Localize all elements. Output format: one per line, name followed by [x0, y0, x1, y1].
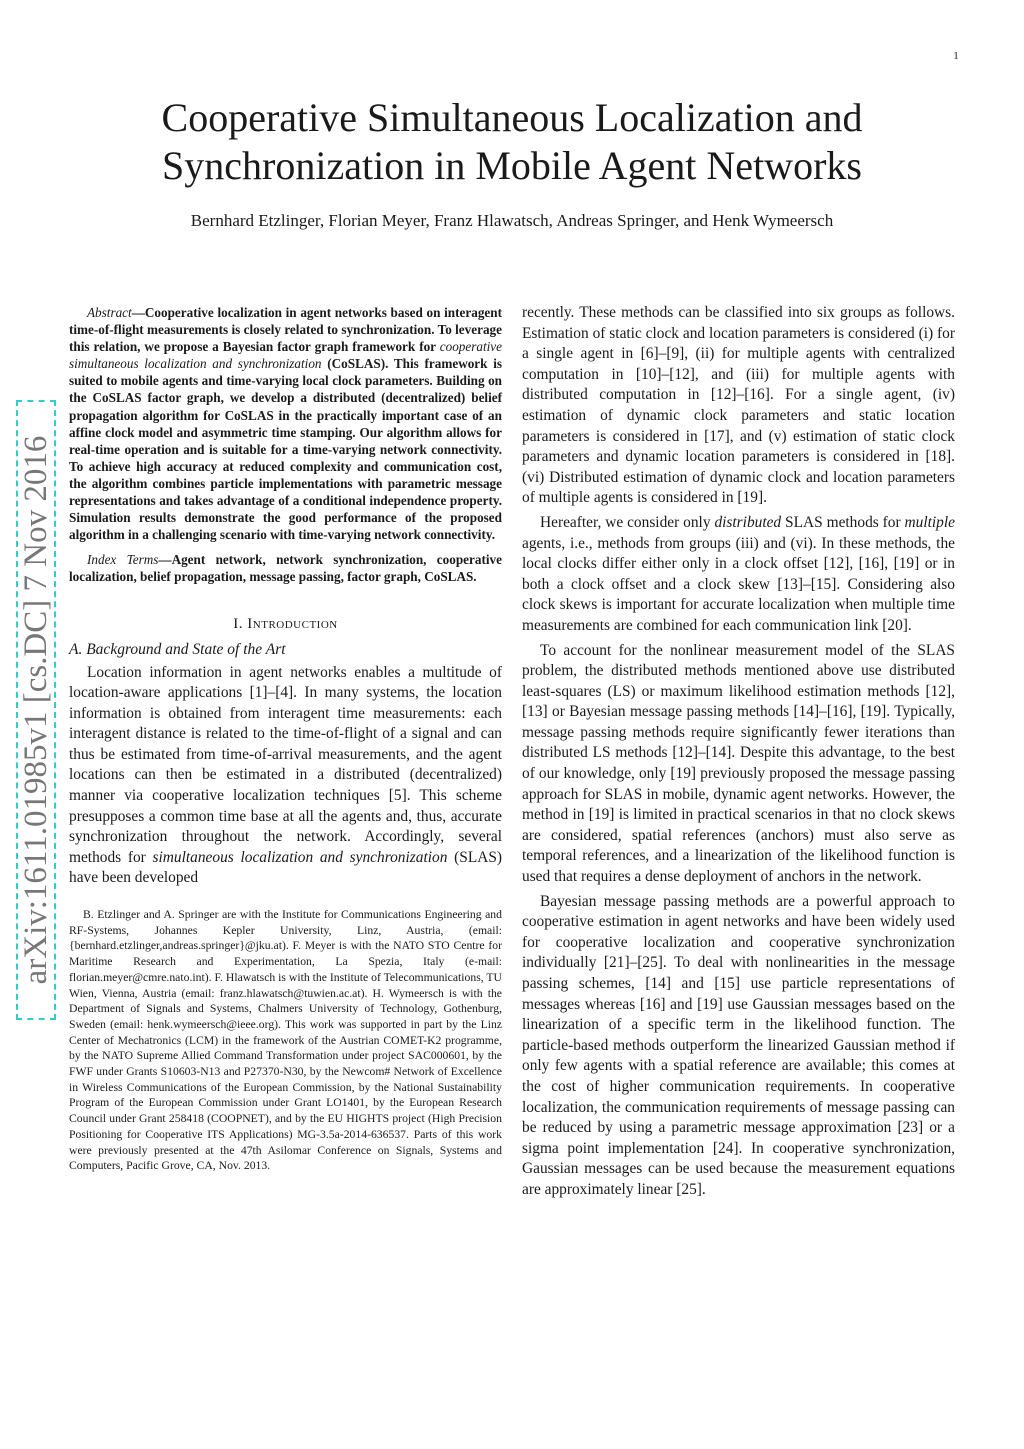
intro-emphasis: simultaneous localization and synchronization — [152, 848, 448, 866]
right-p2-emphasis-1: distributed — [714, 513, 782, 531]
abstract-emphasis: cooperative simultaneous localization and synchronization — [69, 339, 502, 372]
right-column — [522, 303, 955, 1201]
abstract-label: Abstract — [87, 305, 132, 320]
index-terms-label: Index Terms — [87, 552, 159, 568]
abstract-text-1: Cooperative localization in agent networks based on interagent time-of-flight measurements is closely related to synchronization. To leverage this relation, we propose a Bayesian factor graph framework for — [69, 305, 502, 355]
arxiv-stamp[interactable]: arXiv:1611.01985v1 [cs.DC] 7 Nov 2016 — [16, 400, 56, 1020]
page-number: 1 — [953, 50, 959, 62]
section-title: Introduction — [247, 615, 338, 632]
author-list: Bernhard Etzlinger, Florian Meyer, Franz Hlawatsch, Andreas Springer, and Henk Wymeersch — [190, 211, 834, 230]
intro-paragraph — [69, 663, 502, 890]
right-paragraph-3: To account for the nonlinear measurement model of the SLAS problem, the distributed methods mentioned above use distributed least-squares (LS) or maximum likelihood estimation methods [12], [13] or Bayesian message passing methods [14]–[16], [19]. Typically, message passing methods require significantly fewer iterations than distributed LS methods [12]–[14]. Despite this advantage, to the best of our knowledge, only [19] previously proposed the message passing approach for SLAS in mobile, dynamic agent networks. However, the method in [19] is limited in practical scenarios in that no clock skews are considered, spatial references (anchors) must also serve as temporal references, and a linearization of the likelihood function is used that requires a dense deployment of anchors in the network. — [522, 641, 955, 886]
right-p2-text-3: agents, i.e., methods from groups (iii) and (vi). In these methods, the local clocks differ either only in a clock offset [12], [16], [19] or in both a clock offset and a clock skew [13]–[15]. Considering also clock skews is important for accurate localization when multiple time measurements are combined for each communication link [20]. — [522, 534, 955, 634]
section-number: I. — [233, 615, 244, 632]
abstract — [69, 304, 502, 543]
paper-title: Cooperative Simultaneous Localization and Synchronization in Mobile Agent Networks — [161, 95, 863, 188]
index-terms-text: Agent network, network synchronization, cooperative localization, belief propagation, message passing, factor graph, CoSLAS. — [69, 552, 502, 585]
intro-text-2: (SLAS) have been developed — [69, 848, 503, 887]
right-paragraph-4: Bayesian message passing methods are a powerful approach to cooperative estimation in agent networks and have been widely used for cooperative localization and cooperative synchronization individually [21]–[25]. To deal with nonlinearities in the message passing schemes, [14] and [15] use particle representations of messages whereas [16] and [19] use Gaussian messages based on the linearization of a specific term in the likelihood function. The particle-based methods outperform the linearized Gaussian method if only few agents with a spatial reference are available; this comes at the cost of higher communication requirements. In cooperative localization, the communication requirements of message passing can be reduced by using a parametric message approximation [23] or a sigma point implementation [24]. In cooperative synchronization, Gaussian messages can be used because the measurement equations are approximately linear [25]. — [522, 892, 955, 1198]
abstract-sep: — — [131, 305, 145, 320]
subsection-heading: A. Background and State of the Art — [69, 640, 286, 658]
left-column — [69, 304, 502, 1174]
abstract-text-2: (CoSLAS). This framework is suited to mobile agents and time-varying local clock parameters. Building on the CoSLAS factor graph, we develop a distributed (decentralized) belief propagation algorithm for CoSLAS in the practically important case of an affine clock model and asymmetric time stamping. Our algorithm allows for real-time operation and is suitable for a time-varying network connectivity. To achieve high accuracy at reduced complexity and communication cost, the algorithm combines particle implementations with parametric message representations and takes advantage of a conditional independence property. Simulation results demonstrate the good performance of the proposed algorithm in a challenging scenario with time-varying network connectivity. — [69, 356, 502, 543]
section-heading — [69, 616, 502, 633]
right-p2-text-2: SLAS methods for — [781, 513, 905, 531]
right-paragraph-1: recently. These methods can be classified into six groups as follows. Estimation of static clock and location parameters is considered (i) for a single agent in [6]–[9], (ii) for multiple agents with centralized computation in [10]–[12], and (iii) for multiple agents with distributed computation in [12]–[16]. For a single agent, (iv) estimation of dynamic clock parameters and static location parameters is considered in [17], and (v) estimation of static clock parameters and dynamic location parameters is considered in [18]. (vi) Distributed estimation of dynamic clock and location parameters of multiple agents is considered in [19]. — [522, 304, 955, 507]
index-terms — [69, 551, 502, 585]
right-p2-emphasis-2: multiple — [904, 513, 955, 531]
index-terms-sep: — — [158, 552, 172, 568]
intro-text-1: Location information in agent networks enables a multitude of location-aware applications [1]–[4]. In many systems, the location information is obtained from interagent time measurements: each interagent distance is related to the time-of-flight of a signal and can thus be estimated from time-of-arrival measurements, and the agent locations can then be estimated in a distributed (decentralized) manner via cooperative localization techniques [5]. This scheme presupposes a common time base at all the agents and, thus, accurate synchronization throughout the network. Accordingly, several methods for — [69, 663, 502, 866]
footnote: B. Etzlinger and A. Springer are with the Institute for Communications Engineering and RF-Systems, Johannes Kepler University, Linz, Austria, (email:{bernhard.etzlinger,andreas.springer}@jku.at). F. Meyer is with the NATO STO Centre for Maritime Research and Experimentation, La Spezia, Italy (e-mail: florian.meyer@cmre.nato.int). F. Hlawatsch is with the Institute of Telecommunications, TU Wien, Vienna, Austria (email: franz.hlawatsch@tuwien.ac.at). H. Wymeersch is with the Department of Signals and Systems, Chalmers University of Technology, Gothenburg, Sweden (email: henk.wymeersch@ieee.org). This work was supported in part by the Linz Center of Mechatronics (LCM) in the framework of the Austrian COMET-K2 programme, by the NATO Supreme Allied Command Transformation under project SAC000601, by the FWF under Grants S10603-N13 and P27370-N30, by the Newcom# Network of Excellence in Wireless Communications of the European Commission, by the National Sustainability Program of the European Commission under Grant LO1401, by the European Research Council under Grant 258418 (COOPNET), and by the EU HIGHTS project (High Precision Positioning for Cooperative ITS Applications) MG-3.5a-2014-636537. Parts of this work were previously presented at the 47th Asilomar Conference on Signals, Systems and Computers, Pacific Grove, CA, Nov. 2013. — [69, 908, 502, 1173]
right-p2-text-1: Hereafter, we consider only — [540, 513, 715, 531]
right-paragraph-2 — [522, 513, 955, 637]
